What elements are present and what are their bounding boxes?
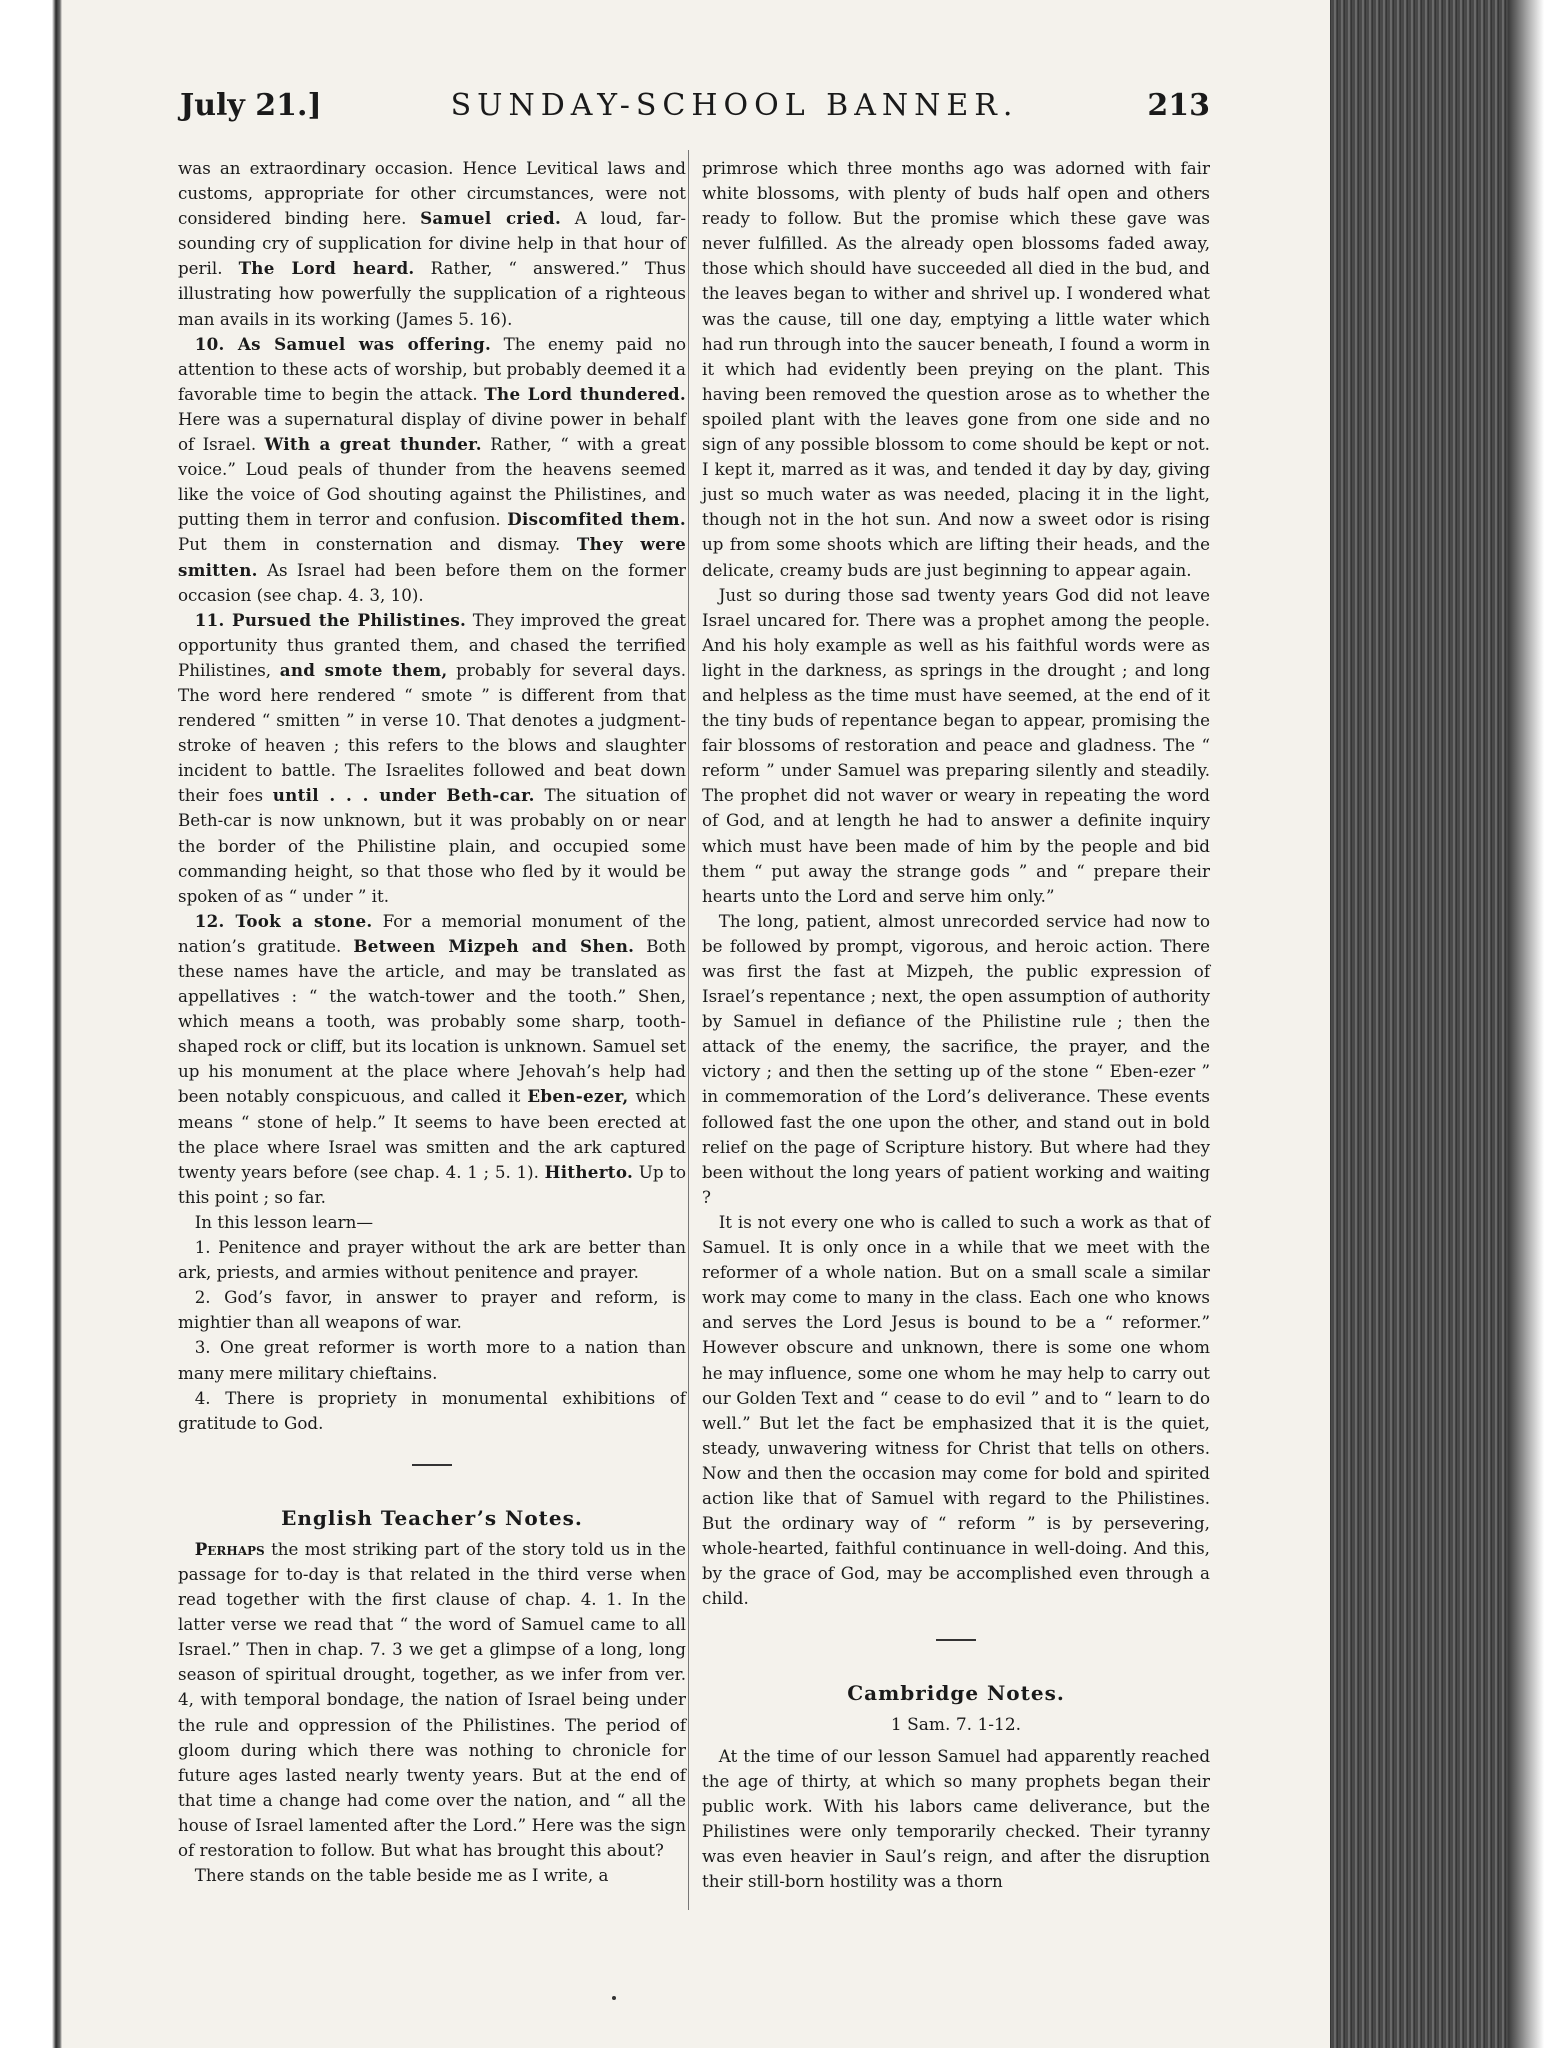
bold-term: The Lord thundered.: [484, 383, 686, 404]
book-gutter: [0, 0, 62, 2048]
bold-term: 12. Took a stone.: [194, 910, 373, 931]
lead-word: Perhaps: [194, 1538, 265, 1559]
bold-term: Hitherto.: [544, 1161, 634, 1182]
print-mark: [612, 1996, 616, 2000]
lesson-point: 1. Penitence and prayer without the ark are better than ark, priests, and armies without penitence and prayer.: [178, 1237, 686, 1283]
commentary-paragraph: was an extraordinary occasion. Hence Levitical laws and customs, appropriate for other circumstances, were not considered binding here. Samuel cried. A loud, far-sounding cry of supplication for divine help in that hour of peril. The Lord heard. Rather, “ answered.” Thus illustrating how powerfully the supplication of a righteous man avails in its working (James 5. 16).: [178, 158, 686, 329]
english-notes-continued: primrose which three months ago was adorned with fair white blossoms, with plenty of buds half open and others ready to follow. But the promise which these gave was never fulfilled. As the already open blossoms faded away, those which should have succeeded all died in the bud, and the leaves began to wither and shrivel up. I wondered what was the cause, till one day, emptying a little water which had run through into the saucer beneath, I found a worm in it which had evidently been preying on the plant. This having been removed the question arose as to whether the spoiled plant with the leaves gone from one side and no sign of any possible blossom to come should be kept or not. I kept it, marred as it was, and tended it day by day, giving just so much water as was needed, placing it in the light, though not in the hot sun. And now a sweet odor is rising up from some shoots which are lifting their heads, and the delicate, creamy buds are just beginning to appear again.: [702, 158, 1210, 580]
lesson-point: 2. God’s favor, in answer to prayer and reform, is mightier than all weapons of war.: [178, 1287, 686, 1333]
section-divider: [936, 1639, 976, 1641]
lesson-intro: In this lesson learn—: [194, 1211, 374, 1232]
bold-term: 11. Pursued the Philistines.: [194, 609, 467, 630]
english-notes-paragraph: There stands on the table beside me as I write, a: [194, 1865, 609, 1886]
bold-term: until . . . under Beth-car.: [272, 785, 535, 806]
page-number: 213: [1147, 88, 1210, 123]
bold-term: They were smitten.: [178, 534, 687, 580]
bold-term: Between Mizpeh and Shen.: [353, 935, 635, 956]
bold-term: 10. As Samuel was offering.: [194, 333, 492, 354]
bold-term: Discomfited them.: [507, 509, 686, 530]
bold-term: With a great thunder.: [264, 434, 482, 455]
cambridge-notes-paragraph: At the time of our lesson Samuel had apparently reached the age of thirty, at which so many prophets began their public work. With his labors came deliverance, but the Philistines were only temporarily checked. Their tyranny was even heavier in Saul’s reign, and after the disruption their still-born hostility was a thorn: [702, 1745, 1210, 1892]
section-divider: [412, 1464, 452, 1466]
bold-term: Samuel cried.: [420, 208, 562, 229]
lesson-point: 4. There is propriety in monumental exhibitions of gratitude to God.: [178, 1387, 686, 1433]
english-notes-heading: English Teacher’s Notes.: [281, 1505, 583, 1530]
right-column: [702, 156, 1210, 1894]
issue-date: July 21.]: [180, 88, 322, 123]
bold-term: Eben-ezer,: [527, 1086, 629, 1107]
column-divider: [688, 150, 689, 1910]
english-notes-text: the most striking part of the story told us in the passage for to-day is that related in the third verse when read together with the first clause of chap. 4. 1. In the latter verse we read that “ the word of Samuel came to all Israel.” Then in chap. 7. 3 we get a glimpse of a long, long season of spiritual drought, together, as we infer from ver. 4, with temporal bondage, the nation of Israel being under the rule and oppression of the Philistines. The period of gloom during which there was nothing to chronicle for future ages lasted nearly twenty years. But at the end of that time a change had come over the nation, and “ all the house of Israel lamented after the Lord.” Here was the sign of restoration to follow. But what has brought this about?: [178, 1538, 686, 1860]
lesson-point: 3. One great reformer is worth more to a nation than many mere military chieftains.: [178, 1337, 686, 1383]
commentary-verse-10: 10. As Samuel was offering. The enemy paid no attention to these acts of worship, but probably deemed it a favorable time to begin the attack. The Lord thundered. Here was a supernatural display of divine power in behalf of Israel. With a great thunder. Rather, “ with a great voice.” Loud peals of thunder from the heavens seemed like the voice of God shouting against the Philistines, and putting them in terror and confusion. Discomfited them. Put them in consternation and dismay. They were smitten. As Israel had been before them on the former occasion (see chap. 4. 3, 10).: [178, 333, 687, 605]
scripture-reference: 1 Sam. 7. 1-12.: [890, 1714, 1022, 1735]
publication-title: SUNDAY-SCHOOL BANNER.: [450, 88, 1019, 123]
english-notes-paragraph: Just so during those sad twenty years God did not leave Israel uncared for. There was a prophet among the people. And his holy example as well as his faithful words were as light in the darkness, as springs in the drought ; and long and helpless as the time must have seemed, at the end of it the tiny buds of repentance began to appear, promising the fair blossoms of restoration and peace and gladness. The “ reform ” under Samuel was preparing silently and steadily. The prophet did not waver or weary in repeating the word of God, and at length he had to answer a definite inquiry which must have been made of him by the people and bid them “ put away the strange gods ” and “ prepare their hearts unto the Lord and serve him only.”: [702, 584, 1210, 906]
bold-term: and smote them,: [279, 659, 448, 680]
cambridge-notes-heading: Cambridge Notes.: [847, 1681, 1065, 1706]
english-notes-paragraph: The long, patient, almost unrecorded service had now to be followed by prompt, vigorous, and heroic action. There was first the fast at Mizpeh, the public expression of Israel’s repentance ; next, the open assumption of authority by Samuel in defiance of the Philistine rule ; then the attack of the enemy, the sacrifice, the prayer, and the victory ; and then the setting up of the stone “ Eben-ezer ” in commemoration of the Lord’s deliverance. These events followed fast the one upon the other, and stand out in bold relief on the page of Scripture history. But where had they been without the long years of patient working and waiting ?: [702, 910, 1210, 1207]
commentary-verse-11: 11. Pursued the Philistines. They improved the great opportunity thus granted them, and chased the terrified Philistines, and smote them, probably for several days. The word here rendered “ smote ” is different from that rendered “ smitten ” in verse 10. That denotes a judgment-stroke of heaven ; this refers to the blows and slaughter incident to battle. The Israelites followed and beat down their foes until . . . under Beth-car. The situation of Beth-car is now unknown, but it was probably on or near the border of the Philistine plain, and occupied some commanding height, so that those who fled by it would be spoken of as “ under ” it.: [178, 609, 686, 906]
page-edges: [1330, 0, 1544, 2048]
english-notes-paragraph: [178, 1537, 686, 1863]
running-head: [180, 88, 1210, 138]
english-notes-paragraph: It is not every one who is called to such a work as that of Samuel. It is only once in a while that we meet with the reformer of a whole nation. But on a small scale a similar work may come to many in the class. Each one who knows and serves the Lord Jesus is bound to be a “ reformer.” However obscure and unknown, there is some one whom he may influence, some one whom he may help to carry out our Golden Text and “ cease to do evil ” and to “ learn to do well.” But let the fact be emphasized that it is the quiet, steady, unwavering witness for Christ that tells on others. Now and then the occasion may come for bold and spirited action like that of Samuel with regard to the Philistines. But the ordinary way of “ reform ” is by persevering, whole-hearted, faithful continuance in well-doing. And this, by the grace of God, may be accomplished even through a child.: [702, 1211, 1210, 1609]
bold-term: The Lord heard.: [238, 258, 415, 279]
commentary-verse-12: 12. Took a stone. For a memorial monument of the nation’s gratitude. Between Mizpeh and Shen. Both these names have the article, and may be translated as appellatives : “ the watch-tower and the tooth.” Shen, which means a tooth, was probably some sharp, tooth-shaped rock or cliff, but its location is unknown. Samuel set up his monument at the place where Jehovah’s help had been notably conspicuous, and called it Eben-ezer, which means “ stone of help.” It seems to have been erected at the place where Israel was smitten and the ark captured twenty years before (see chap. 4. 1 ; 5. 1). Hitherto. Up to this point ; so far.: [178, 910, 686, 1207]
left-column: [178, 156, 686, 1888]
